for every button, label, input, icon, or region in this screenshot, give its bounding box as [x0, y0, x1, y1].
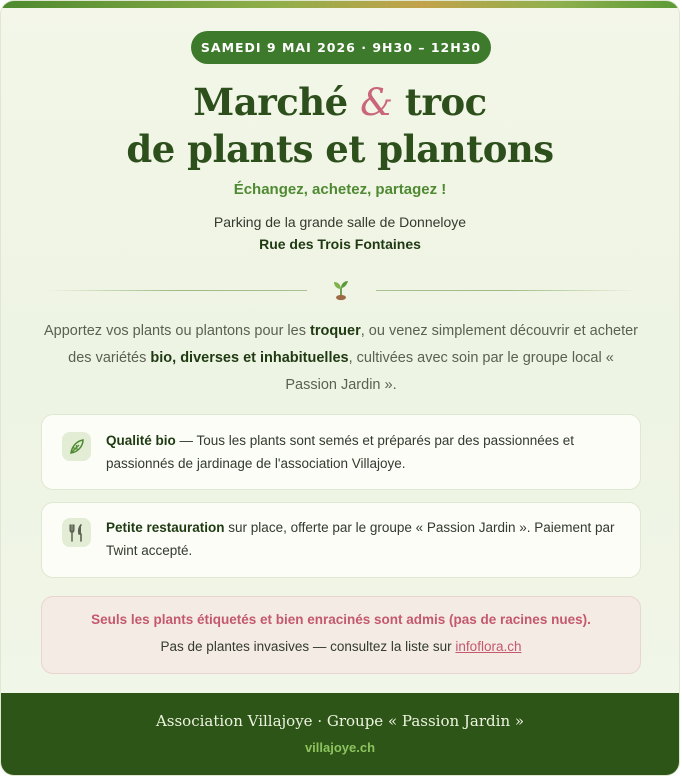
date-badge-text: SAMEDI 9 MAI 2026 · 9H30 – 12H30	[200, 40, 482, 55]
leaf-icon	[62, 432, 91, 461]
divider-left	[45, 290, 307, 291]
feature-title-food: Petite restauration	[106, 520, 225, 535]
page-title	[1, 79, 679, 172]
feature-card-food	[41, 502, 641, 578]
feature-card-bio	[41, 414, 641, 490]
notice-warning: Seuls les plants étiquetés et bien enracinés sont admis (pas de racines nues).	[91, 612, 591, 627]
sprout-icon	[328, 277, 354, 301]
date-badge	[191, 31, 491, 64]
title-part2: troc	[404, 80, 487, 124]
intro-emphasis-varieties: bio, diverses et inhabituelles	[150, 350, 349, 366]
divider-right	[376, 290, 638, 291]
title-part1: Marché	[193, 80, 348, 124]
title-line2: de plants et plantons	[126, 127, 554, 171]
feature-desc-food: sur place, offerte par le groupe « Passion Jardin ». Paiement par Twint accepté.	[106, 520, 615, 558]
feature-desc-bio: — Tous les plants sont semés et préparés par des passionnées et passionnés de jardinage de l'association Villajoye.	[106, 433, 574, 471]
notice-box	[41, 596, 641, 674]
subtitle: Échangez, achetez, partagez !	[233, 181, 447, 198]
footer-organization: Association Villajoye · Groupe « Passion Jardin »	[155, 712, 525, 730]
notice-info	[42, 639, 640, 654]
event-location: Parking de la grande salle de Donneloye	[213, 214, 467, 230]
title-ampersand: &	[360, 81, 393, 124]
feature-text-bio	[106, 429, 620, 475]
footer-website: villajoye.ch	[304, 740, 376, 755]
fork-knife-icon	[62, 518, 91, 547]
intro-emphasis-troquer: troquer	[310, 323, 361, 339]
top-accent-bar	[1, 1, 679, 8]
feature-text-food	[106, 516, 620, 562]
feature-title-bio: Qualité bio	[106, 433, 176, 448]
intro-text-1: Apportez vos plants ou plantons pour les	[44, 323, 310, 339]
event-street: Rue des Trois Fontaines	[259, 236, 421, 252]
footer	[1, 693, 679, 776]
intro-text-2: , ou venez simplement découvrir et acheter des variétés	[68, 323, 638, 366]
infoflora-link[interactable]: infoflora.ch	[455, 639, 522, 654]
notice-info-text: Pas de plantes invasives — consultez la liste sur	[160, 639, 456, 654]
intro-paragraph	[41, 318, 641, 399]
intro-text-3: , cultivées avec soin par le groupe local « Passion Jardin ».	[285, 350, 614, 393]
